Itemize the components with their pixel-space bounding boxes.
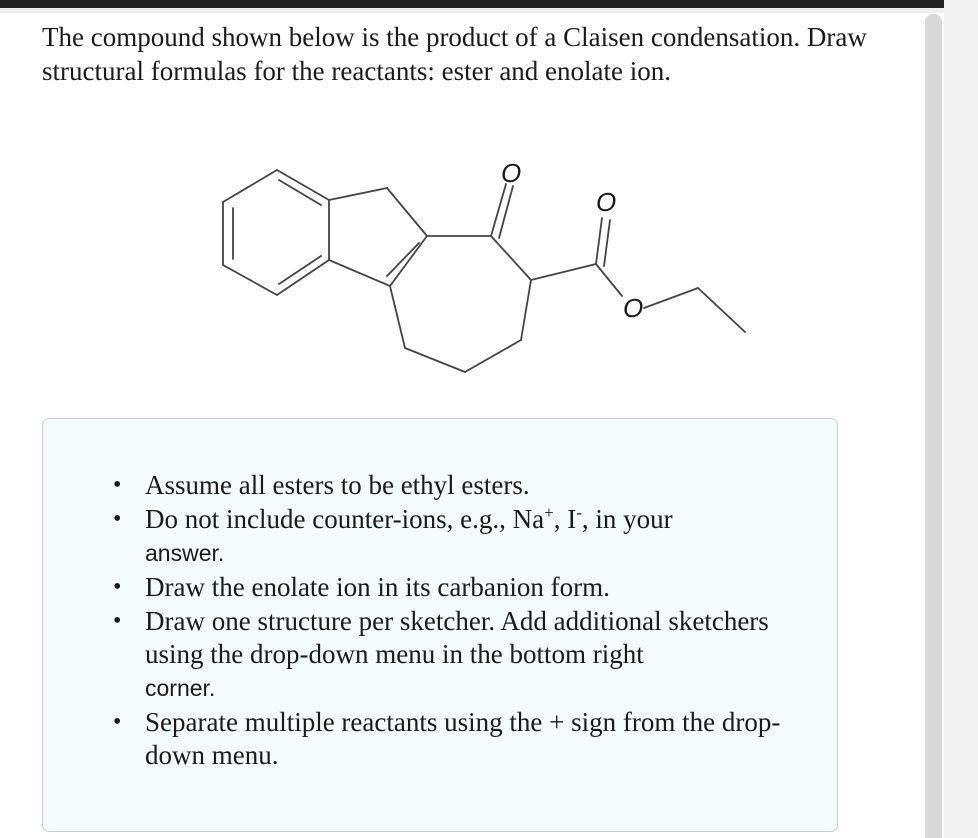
bond xyxy=(405,348,465,372)
bond xyxy=(277,260,329,295)
bond-carbonyl xyxy=(596,218,602,264)
bond-carbonyl xyxy=(491,184,506,236)
bullet-icon: • xyxy=(113,506,122,532)
ketone-oxygen-label: O xyxy=(501,158,522,188)
top-toolbar-strip xyxy=(0,0,944,8)
list-item xyxy=(43,706,833,772)
list-item xyxy=(43,571,833,604)
bond xyxy=(329,260,390,286)
list-item xyxy=(43,469,833,502)
bond xyxy=(223,170,277,202)
instruction-text: Draw one structure per sketcher. Add additional sketchers using the drop-down menu in the bottom right xyxy=(145,606,769,669)
instruction-text-wrap: corner. xyxy=(145,675,216,701)
list-item xyxy=(43,503,833,570)
molecule-structure xyxy=(195,150,755,390)
list-item xyxy=(43,605,833,705)
bullet-icon: • xyxy=(113,574,122,600)
carbonyl-oxygen-label: O xyxy=(596,187,617,217)
bond xyxy=(521,280,531,340)
ester-oxygen-label: O xyxy=(623,293,644,323)
instruction-text: Do not include counter-ions, e.g., Na xyxy=(145,504,545,534)
bullet-icon: • xyxy=(113,472,122,498)
instruction-text: Draw the enolate ion in its carbanion form. xyxy=(145,572,610,602)
bond-inner xyxy=(387,243,419,276)
bond xyxy=(387,188,427,236)
bullet-icon: • xyxy=(113,709,122,735)
bond xyxy=(698,288,745,332)
bond xyxy=(491,236,531,280)
bond xyxy=(465,340,521,372)
bond xyxy=(277,170,329,200)
instruction-text: Separate multiple reactants using the + sign from the drop-down menu. xyxy=(145,707,781,770)
question-text: The compound shown below is the product of a Claisen condensation. Draw structural formulas for the reactants: ester and enolate ion. xyxy=(42,22,867,86)
instruction-text: , I xyxy=(553,504,577,534)
bond xyxy=(223,265,277,295)
superscript: - xyxy=(576,503,582,522)
instruction-text: , in your xyxy=(581,504,673,534)
bond-carbonyl xyxy=(604,220,610,266)
scrollbar-thumb[interactable] xyxy=(925,14,942,838)
scrollbar-track[interactable] xyxy=(944,0,978,838)
bullet-icon: • xyxy=(113,608,122,634)
bond xyxy=(329,188,387,200)
instructions-panel xyxy=(42,418,838,832)
bond xyxy=(390,286,405,348)
bond xyxy=(531,264,596,280)
superscript: + xyxy=(544,503,554,522)
bond xyxy=(644,288,698,308)
instruction-text-wrap: answer. xyxy=(145,540,225,566)
bond-carbonyl xyxy=(499,186,513,238)
bond xyxy=(390,236,427,286)
toolbar-shadow xyxy=(0,8,944,13)
bond xyxy=(596,264,622,296)
instruction-text: Assume all esters to be ethyl esters. xyxy=(145,470,530,500)
instructions-list xyxy=(43,469,833,773)
